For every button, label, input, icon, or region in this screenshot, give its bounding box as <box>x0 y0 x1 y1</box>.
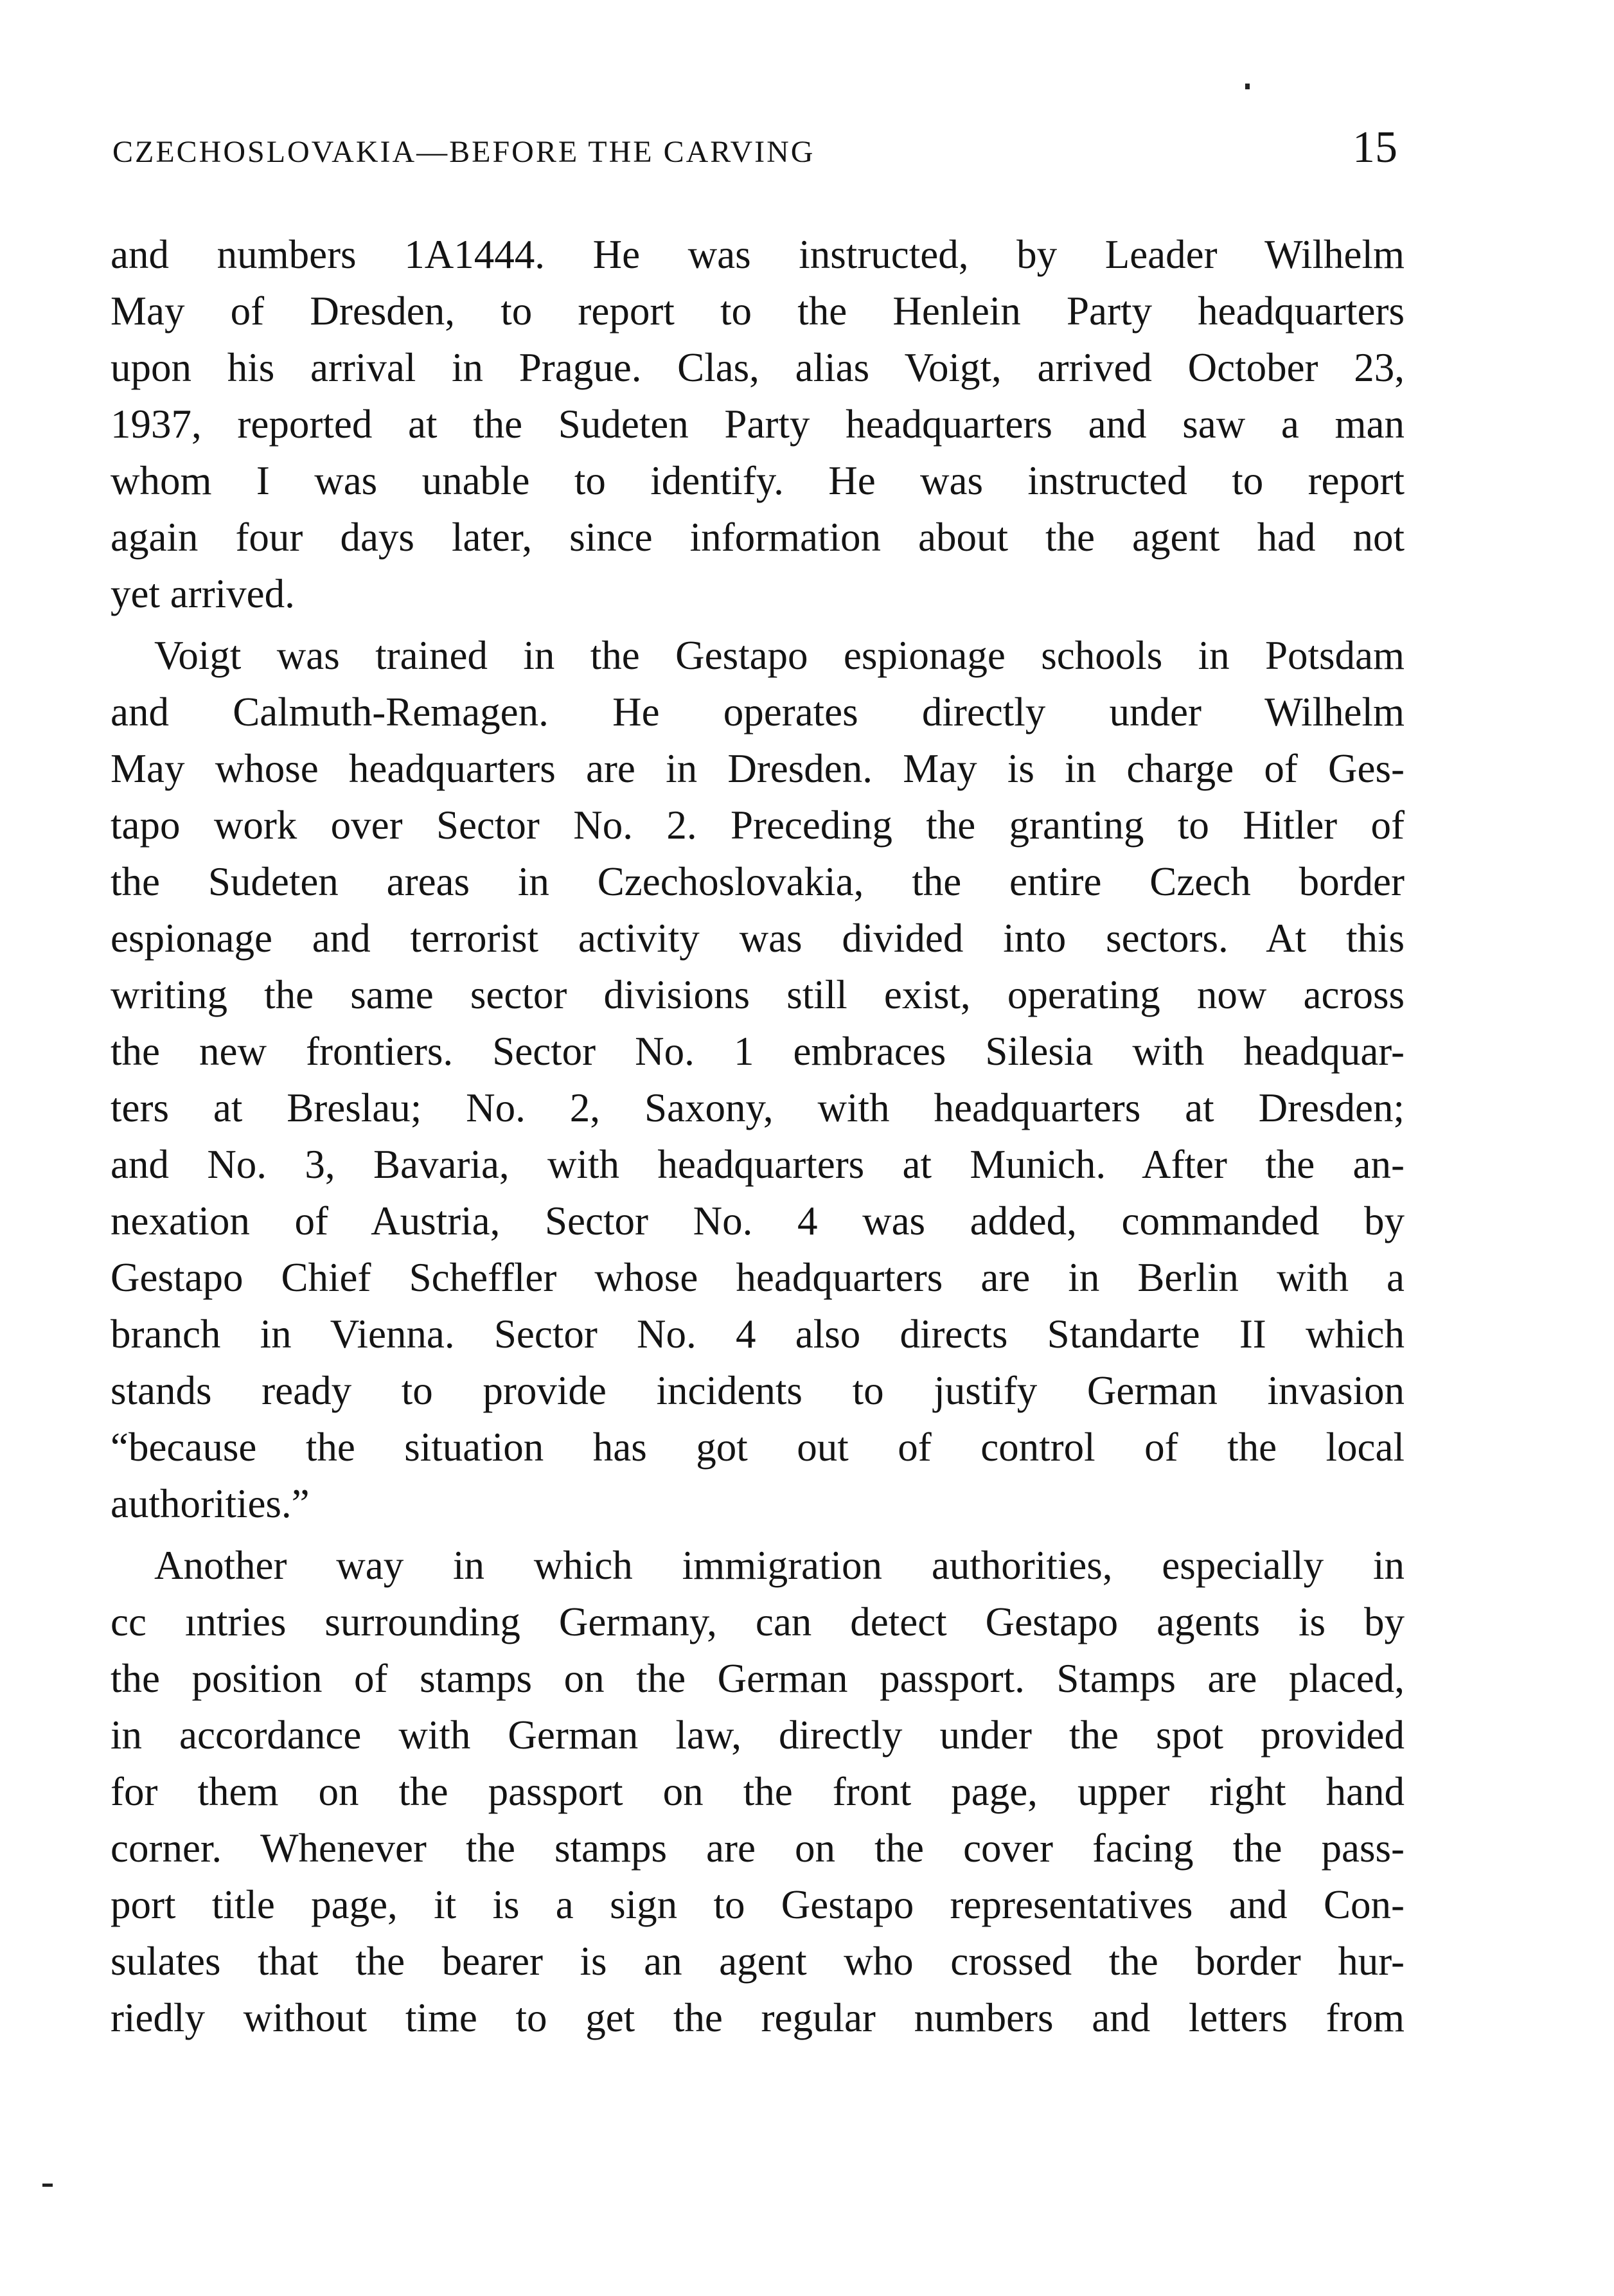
text-line: and No. 3, Bavaria, with headquarters at Munich. After the an- <box>111 1142 1405 1187</box>
text-line: Voigt was trained in the Gestapo espionage schools in Potsdam <box>154 633 1405 678</box>
text-line: and numbers 1A1444. He was instructed, by Leader Wilhelm <box>111 232 1405 277</box>
body-text <box>111 226 1405 2046</box>
scan-speck <box>1245 84 1250 89</box>
text-line: May of Dresden, to report to the Henlein Party headquarters <box>111 289 1405 334</box>
page-number: 15 <box>1352 123 1397 172</box>
text-line: the new frontiers. Sector No. 1 embraces Silesia with headquar- <box>111 1029 1405 1074</box>
text-line: for them on the passport on the front page, upper right hand <box>111 1769 1405 1814</box>
text-line: nexation of Austria, Sector No. 4 was added, commanded by <box>111 1198 1405 1243</box>
text-line: May whose headquarters are in Dresden. May is in charge of Ges- <box>111 746 1405 791</box>
text-line: Gestapo Chief Scheffler whose headquarters are in Berlin with a <box>111 1255 1405 1300</box>
text-line: port title page, it is a sign to Gestapo representatives and Con- <box>111 1882 1405 1927</box>
text-line: writing the same sector divisions still exist, operating now across <box>111 972 1405 1017</box>
text-line: authorities.” <box>111 1481 310 1526</box>
text-line: 1937, reported at the Sudeten Party headquarters and saw a man <box>111 402 1405 447</box>
paragraph <box>111 1537 1405 2046</box>
text-line: espionage and terrorist activity was divided into sectors. At this <box>111 916 1405 961</box>
scan-speck <box>42 2184 53 2187</box>
text-line: upon his arrival in Prague. Clas, alias Voigt, arrived October 23, <box>111 345 1405 390</box>
text-line: sulates that the bearer is an agent who crossed the border hur- <box>111 1939 1405 1984</box>
paragraph <box>111 627 1405 1532</box>
text-line: “because the situation has got out of control of the local <box>111 1425 1405 1470</box>
text-line: and Calmuth-Remagen. He operates directly under Wilhelm <box>111 690 1405 734</box>
paragraph <box>111 226 1405 622</box>
text-line: tapo work over Sector No. 2. Preceding the granting to Hitler of <box>111 803 1405 848</box>
text-line: yet arrived. <box>111 571 295 616</box>
text-line: the Sudeten areas in Czechoslovakia, the entire Czech border <box>111 859 1405 904</box>
text-line: cc ıntries surrounding Germany, can detect Gestapo agents is by <box>111 1599 1405 1644</box>
text-line: ters at Breslau; No. 2, Saxony, with headquarters at Dresden; <box>111 1085 1405 1130</box>
text-line: corner. Whenever the stamps are on the cover facing the pass- <box>111 1826 1405 1871</box>
text-line: in accordance with German law, directly under the spot provided <box>111 1713 1405 1758</box>
text-line: riedly without time to get the regular numbers and letters from <box>111 1995 1405 2040</box>
running-head <box>112 125 1397 183</box>
text-line: again four days later, since information about the agent had not <box>111 515 1405 560</box>
text-line: stands ready to provide incidents to justify German invasion <box>111 1368 1405 1413</box>
text-line: whom I was unable to identify. He was instructed to report <box>111 458 1405 503</box>
text-line: Another way in which immigration authorities, especially in <box>154 1543 1405 1588</box>
running-title: CZECHOSLOVAKIA—BEFORE THE CARVING <box>112 135 815 169</box>
text-line: the position of stamps on the German passport. Stamps are placed, <box>111 1656 1405 1701</box>
text-line: branch in Vienna. Sector No. 4 also directs Standarte II which <box>111 1312 1405 1357</box>
